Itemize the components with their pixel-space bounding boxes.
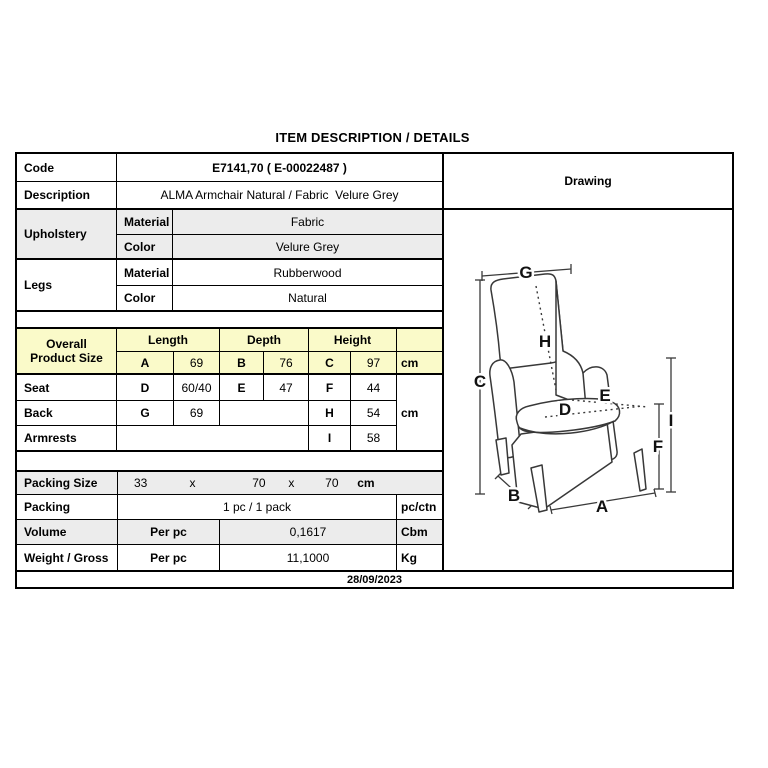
table-row: [17, 154, 442, 182]
armchair-drawing: [444, 210, 732, 568]
description-value: ALMA Armchair Natural / Fabric Velure Grey: [160, 188, 399, 202]
packing-dim-x2: x: [288, 476, 295, 490]
dim-label-a: A: [595, 497, 609, 516]
overall-length-value: 69: [174, 352, 220, 373]
overall-product-size-label: [17, 329, 117, 375]
back-depth-merged-empty: [220, 401, 309, 425]
volume-basis: Per pc: [118, 520, 220, 544]
armrests-height-value: 58: [351, 426, 397, 450]
col-header-height: Height: [309, 329, 397, 351]
packing-dim-3: 70: [325, 476, 339, 490]
volume-value: 0,1617: [220, 520, 397, 544]
table-row: [117, 329, 442, 352]
legs-color-value: Natural: [288, 291, 327, 305]
page-title: ITEM DESCRIPTION / DETAILS: [275, 130, 470, 145]
seat-depth-key: E: [220, 375, 264, 400]
packing-label: Packing: [17, 495, 118, 519]
dim-label-c: C: [473, 372, 487, 391]
upholstery-material-key: Material: [117, 210, 173, 234]
packing-dim-x1: x: [189, 476, 196, 490]
volume-label: Volume: [17, 520, 118, 544]
seat-depth-value: 47: [264, 375, 309, 400]
dim-label-i: I: [668, 411, 674, 430]
table-row: [17, 495, 442, 520]
table-row: [17, 545, 442, 570]
dim-label-d: D: [558, 400, 572, 419]
weight-value: 11,1000: [220, 545, 397, 570]
dim-label-e: E: [599, 386, 611, 405]
legs-material-value: Rubberwood: [273, 265, 342, 280]
dim-label-g: G: [519, 263, 533, 282]
overall-height-key: C: [309, 352, 351, 373]
armrests-label: Armrests: [17, 426, 117, 450]
weight-unit: Kg: [401, 550, 417, 565]
overall-unit: cm: [397, 352, 442, 373]
table-row: [17, 426, 442, 452]
spec-sheet: [15, 152, 734, 589]
overall-depth-value: 76: [264, 352, 309, 373]
table-row: [117, 210, 442, 235]
table-row: [17, 520, 442, 545]
seat-length-key: D: [117, 375, 174, 400]
date-row: [17, 570, 732, 587]
col-header-length: Length: [117, 329, 220, 351]
packing-size-unit: cm: [357, 476, 375, 490]
table-row: [117, 235, 442, 260]
code-label: Code: [17, 154, 117, 181]
overall-label-line1: Overall: [46, 336, 87, 351]
back-height-value: 54: [351, 401, 397, 425]
armrests-height-key: I: [309, 426, 351, 450]
armchair-outline: [490, 274, 646, 512]
armrests-merged-empty: [117, 426, 309, 450]
upholstery-color-key: Color: [117, 235, 173, 258]
code-value: E7141,70 ( E-00022487 ): [212, 160, 347, 175]
table-row: [117, 352, 442, 375]
col-header-depth: Depth: [220, 329, 309, 351]
drawing-column: [442, 154, 732, 570]
date-value: 28/09/2023: [346, 573, 403, 586]
seat-length-value: 60/40: [174, 375, 220, 400]
weight-label: Weight / Gross: [17, 545, 118, 570]
col-header-unit-empty: [397, 329, 442, 351]
packing-dim-2: 70: [252, 476, 266, 490]
overall-length-key: A: [117, 352, 174, 373]
drawing-header: Drawing: [444, 154, 732, 210]
dim-label-b: B: [507, 486, 521, 505]
back-length-value: 69: [174, 401, 220, 425]
table-row: [117, 260, 442, 286]
table-row: [17, 375, 397, 401]
seat-label: Seat: [17, 375, 117, 400]
packing-unit: pc/ctn: [401, 500, 437, 514]
back-height-key: H: [309, 401, 351, 425]
upholstery-color-value: Velure Grey: [173, 235, 442, 258]
volume-unit: Cbm: [397, 520, 442, 544]
table-row: [117, 286, 442, 312]
packing-value: 1 pc / 1 pack: [118, 495, 397, 519]
back-label: Back: [17, 401, 117, 425]
description-label: Description: [17, 182, 117, 208]
back-length-key: G: [117, 401, 174, 425]
weight-basis: Per pc: [118, 545, 220, 570]
packing-size-label: Packing Size: [17, 472, 118, 494]
packing-size-values: [118, 472, 442, 494]
table-row: [17, 182, 442, 210]
overall-depth-key: B: [220, 352, 264, 373]
seat-height-value: 44: [351, 375, 397, 400]
legs-color-key: Color: [117, 286, 173, 310]
seat-height-key: F: [309, 375, 351, 400]
table-row: [17, 472, 442, 495]
legs-material-key: Material: [117, 260, 173, 285]
spacer-row: [17, 452, 442, 472]
packing-dim-1: 33: [133, 476, 148, 490]
spec-table: [17, 154, 442, 570]
dim-label-h: H: [538, 332, 552, 351]
spacer-row: [17, 312, 442, 329]
legs-label: Legs: [17, 260, 117, 312]
upholstery-label: Upholstery: [17, 210, 117, 260]
upholstery-material-value: Fabric: [173, 210, 442, 234]
dim-label-f: F: [652, 437, 664, 456]
body-unit-merged: cm: [401, 405, 419, 420]
overall-height-value: 97: [351, 352, 397, 373]
overall-label-line2: Product Size: [30, 351, 103, 365]
table-row: [17, 401, 397, 426]
